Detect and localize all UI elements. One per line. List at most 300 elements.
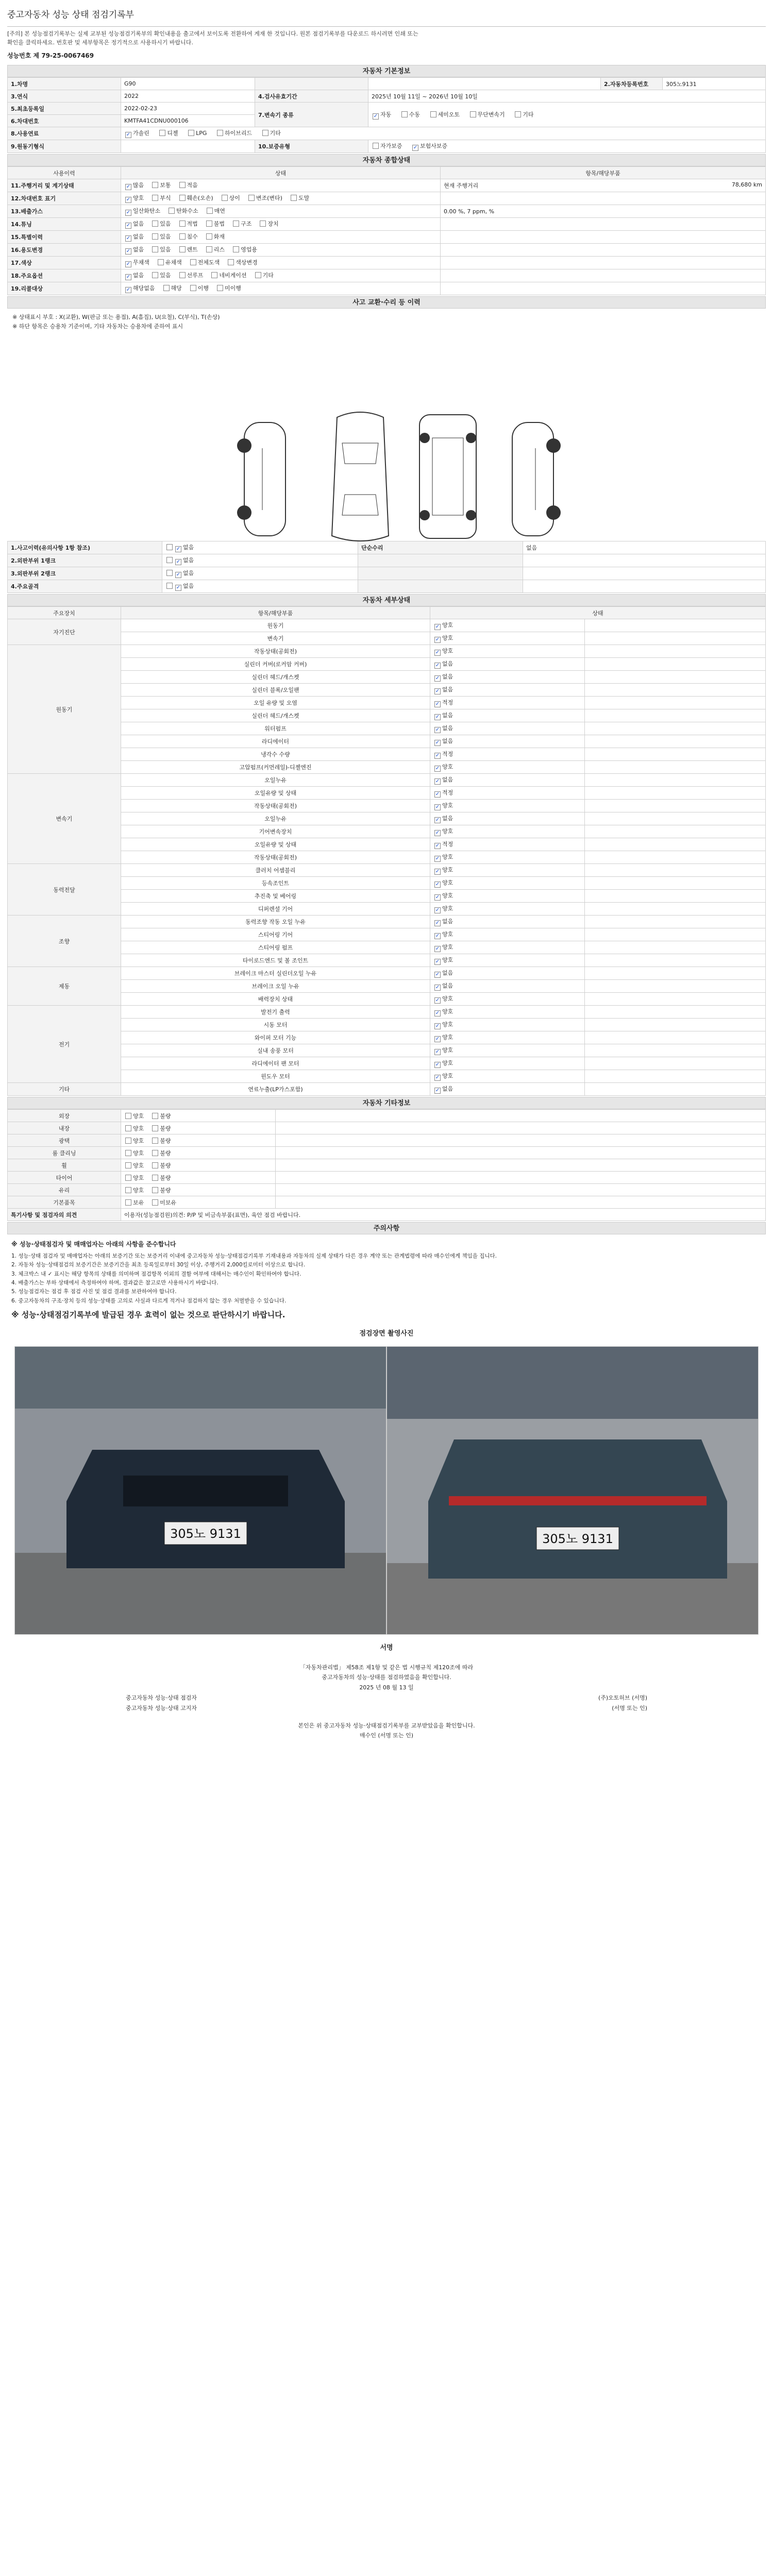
option-label: 선루프 [187,272,204,279]
overall-table [7,166,766,295]
detail-state-text: 없음 [442,712,453,719]
note-item: 1. 성능·상태 점검자 및 매매업자는 아래의 보증기간 또는 보증거리 이내에 중고자동차 성능·상태점검기록부 기재내용과 자동차의 실제 상태가 다른 경우 계약 또는 관계법령에 따라 매수인에게 책임을 집니다. [11,1252,497,1259]
damage-value-text: 없음 [183,570,194,577]
option-label: 렌트 [187,246,198,253]
detail-state-text: 양호 [442,867,453,874]
option-label: 없음 [133,221,144,227]
basic-row [8,140,766,153]
detail-state-text: 없음 [442,673,453,681]
checkbox-icon [515,111,521,117]
col-header: 주요장치 [8,607,121,619]
detail-extra [585,1083,766,1096]
etc-row [8,1147,766,1159]
damage-value-2 [523,580,766,593]
detail-extra [585,1019,766,1031]
overall-label: 17.색상 [8,257,121,269]
detail-state [430,812,585,825]
notice-line-1: [주의] 본 성능점검기록부는 실제 교부된 성능점검기록부의 확인내용을 출고에서 보이도록 전환하여 게재 한 것입니다. 원본 점검기록부를 다운로드 하시려면 인쇄 또는 [7,30,418,37]
detail-extra [585,722,766,735]
detail-item: 기어변속장치 [121,825,430,838]
overall-row [8,244,766,257]
checkbox-icon [434,1075,441,1081]
option-label: 불량 [160,1137,171,1144]
car-front-photo-icon [15,1347,386,1635]
basic-value: 2025년 10월 11일 ~ 2026년 10월 10일 [368,90,766,103]
detail-row [8,658,766,671]
detail-extra [585,735,766,748]
detail-item: 디퍼렌셜 기어 [121,903,430,916]
overall-note [441,205,766,218]
detail-extra [585,1031,766,1044]
option-label: 양호 [133,1162,144,1169]
detail-row [8,619,766,632]
note-item: 5. 성능점검자는 점검 후 점검 사진 및 점검 결과를 보관하여야 합니다. [11,1289,177,1295]
option [151,246,171,253]
damage-label-2 [358,554,523,567]
overall-row [8,205,766,218]
option [124,1187,144,1194]
overall-note [441,231,766,244]
car-top-icon [322,407,399,546]
etc-options [121,1134,276,1147]
sign-line: 「자동차관리법」 제58조 제1항 및 같은 법 시행규칙 제120조에 따라 [299,1664,474,1671]
section-damage: 사고 교환·수리 등 이력 [7,296,766,309]
detail-row [8,980,766,993]
option [124,285,155,292]
detail-extra [585,838,766,851]
etc-row [8,1134,766,1147]
sign-line: 본인은 위 중고자동차 성능·상태점검기록부를 교부받았음을 확인합니다. [298,1722,475,1729]
option-label: 적음 [187,182,198,189]
sign-line: 중고자동차의 성능·상태를 점검하였음을 확인합니다. [322,1674,451,1681]
option-label: 미보유 [160,1199,177,1206]
detail-state-text: 양호 [442,944,453,951]
option-label: 전체도색 [197,259,220,266]
detail-state [430,684,585,697]
basic-row [8,78,766,90]
option [151,1162,171,1169]
checkbox-icon [217,285,223,291]
detail-item: 작동상태(공회전) [121,800,430,812]
option [124,233,144,240]
detail-state-text: 양호 [442,622,453,629]
damage-value-2 [523,567,766,580]
plate-text: 305노 9131 [170,1526,241,1541]
option [124,1150,144,1157]
detail-state-text: 양호 [442,905,453,912]
legend-line: ※ 하단 항목은 승용차 기준이며, 기타 자동차는 승용차에 준하여 표시 [12,323,183,330]
section-photo: 점검장면 촬영사진 [7,1328,766,1340]
option-label: 불량 [160,1112,171,1120]
detail-state-text: 없음 [442,738,453,745]
detail-state-text: 없음 [442,982,453,990]
option [157,259,182,266]
basic-value: G90 [121,78,255,90]
detail-row [8,864,766,877]
damage-value [162,554,358,567]
detail-state [430,864,585,877]
detail-extra [585,774,766,787]
option-label: 있음 [160,246,171,253]
checkbox-icon [207,208,213,214]
detail-state [430,800,585,812]
checkbox-icon [434,830,441,836]
sign-value: (주)오토허브 (서명) [598,1694,647,1701]
option [205,233,225,240]
option [178,182,198,189]
checkbox-icon [434,701,441,707]
sign-label: 중고자동차 성능·상태 점검자 [126,1694,197,1701]
opinion-value: 이용자(성능점검원)의견: P/P 및 비금속부품(표면), 육안 점검 바랍니다. [121,1209,766,1221]
checkbox-icon [434,1049,441,1055]
overall-row [8,257,766,269]
option-label: 구조 [241,221,252,227]
notes-list [11,1252,762,1306]
checkbox-icon [434,843,441,849]
option [205,246,225,253]
option-label: 매연 [214,208,225,214]
detail-row [8,684,766,697]
basic-table [7,77,766,153]
detail-extra [585,928,766,941]
detail-row [8,967,766,980]
checkbox-icon [434,624,441,630]
option-label: 양호 [133,1174,144,1181]
overall-options [121,282,441,295]
overall-options [121,244,441,257]
detail-item: 오일 유량 및 오염 [121,697,430,709]
detail-state [430,761,585,774]
detail-state [430,645,585,658]
option-label: 이행 [197,285,209,292]
option-label: 양호 [133,1112,144,1120]
checkbox-icon [434,727,441,733]
detail-state-text: 양호 [442,764,453,771]
option [124,208,160,214]
detail-state [430,1006,585,1019]
checkbox-icon [125,287,131,293]
detail-item: 워터펌프 [121,722,430,735]
option [178,272,204,279]
checkbox-icon [125,1150,131,1156]
overall-label: 15.특별이력 [8,231,121,244]
detail-row [8,954,766,967]
option [124,182,144,189]
checkbox-icon [125,223,131,229]
option-label: 디젤 [167,130,178,137]
detail-row [8,890,766,903]
damage-row [8,554,766,567]
detail-state [430,954,585,967]
overall-options [121,218,441,231]
detail-state-text: 양호 [442,802,453,809]
etc-options [121,1110,276,1122]
option [151,1138,171,1144]
option-label: 도말 [298,195,310,201]
detail-state-text: 없음 [442,815,453,822]
option-label: 장치 [267,221,279,227]
detail-state [430,658,585,671]
option [151,221,171,227]
detail-item: 추진축 및 베어링 [121,890,430,903]
detail-state-text: 양호 [442,892,453,900]
detail-row [8,916,766,928]
etc-row [8,1196,766,1209]
option [151,1113,171,1120]
detail-state-text: 적정 [442,789,453,796]
overall-note [441,179,766,192]
damage-label: 4.주요골격 [8,580,162,593]
option [124,1125,144,1132]
option [124,195,144,201]
checkbox-icon [152,1125,158,1131]
detail-state [430,1070,585,1083]
detail-extra [585,684,766,697]
checkbox-icon [125,248,131,255]
damage-legend [7,309,766,335]
detail-extra [585,954,766,967]
damage-row [8,567,766,580]
detail-row [8,993,766,1006]
checkbox-icon [125,210,131,216]
sign-label: 중고자동차 성능·상태 고지자 [126,1704,197,1711]
sign-value: (서명 또는 인) [612,1704,647,1711]
checkbox-icon [152,1187,158,1193]
etc-extra [276,1184,766,1196]
notice-text [7,30,766,47]
overall-label: 14.튜닝 [8,218,121,231]
detail-item: 브레이크 오일 누유 [121,980,430,993]
detail-item: 오일누유 [121,774,430,787]
option-label: 보유 [133,1199,144,1206]
detail-state [430,825,585,838]
option-label: 있음 [160,221,171,227]
detail-row [8,928,766,941]
detail-state-text: 양호 [442,828,453,835]
basic-label: 9.원동기형식 [8,140,121,153]
detail-item: 라디에이터 팬 모터 [121,1057,430,1070]
detail-item: 타이로드엔드 및 볼 조인트 [121,954,430,967]
etc-label: 내장 [8,1122,121,1134]
etc-label: 광택 [8,1134,121,1147]
checkbox-icon [434,817,441,823]
etc-label: 기본품목 [8,1196,121,1209]
checkbox-icon [175,546,181,552]
checkbox-icon [434,882,441,888]
option [124,1199,144,1206]
detail-item: 브레이크 마스터 실린더오일 누유 [121,967,430,980]
overall-label: 16.용도변경 [8,244,121,257]
etc-options [121,1172,276,1184]
checkbox-icon [434,856,441,862]
option [151,195,171,201]
basic-label: 7.변속기 종류 [255,103,368,127]
option-label: 보험사보증 [420,143,448,149]
option-label: 네비게이션 [219,272,247,279]
basic-value: 305노9131 [663,78,766,90]
checkbox-icon [163,285,170,291]
overall-options [121,231,441,244]
detail-state [430,838,585,851]
detail-state [430,980,585,993]
checkbox-icon [152,1175,158,1181]
checkbox-icon [291,195,297,201]
basic-value [121,140,255,153]
checkbox-icon [434,959,441,965]
detail-state [430,967,585,980]
basic-value: KMTFA41CDNU000106 [121,115,255,127]
overall-note-text: 현재 주행거리 [444,182,479,189]
checkbox-icon [125,1175,131,1181]
checkbox-icon [152,272,158,278]
option [259,221,278,227]
detail-item: 원동기 [121,619,430,632]
detail-state-text: 양호 [442,1008,453,1015]
detail-state [430,851,585,864]
detail-state [430,632,585,645]
etc-row [8,1110,766,1122]
detail-row [8,1019,766,1031]
detail-table [7,606,766,1096]
legend-line: ※ 상태표시 부호 : X(교환), W(판금 또는 용접), A(흠집), U(요철), C(부식), T(손상) [12,314,220,320]
detail-state [430,787,585,800]
detail-state-text: 양호 [442,1047,453,1054]
detail-extra [585,632,766,645]
checkbox-icon [434,663,441,669]
damage-table [7,541,766,593]
overall-row [8,269,766,282]
section-detail: 자동차 세부상태 [7,594,766,606]
option-label: 불량 [160,1162,171,1169]
option-label: 수동 [409,111,421,118]
option-label: 상이 [229,195,240,201]
overall-label: 12.차대번호 표기 [8,192,121,205]
detail-state-text: 적정 [442,841,453,848]
detail-item: 고압펌프(커먼레일)-디젤엔진 [121,761,430,774]
detail-group: 조향 [8,916,121,967]
checkbox-icon [125,261,131,267]
damage-value [162,567,358,580]
notes-title: ※ 성능·상태점검자 및 매매업자는 아래의 사항을 준수합니다 [11,1241,176,1248]
damage-value-text: 없음 [183,557,194,564]
overall-label: 13.배출가스 [8,205,121,218]
option-label: 화재 [213,233,225,240]
option-label: 해당없음 [133,285,155,292]
checkbox-icon [434,1088,441,1094]
checkbox-icon [125,197,131,203]
detail-item: 스티어링 기어 [121,928,430,941]
detail-state [430,671,585,684]
basic-label: 3.연식 [8,90,121,103]
overall-note [441,218,766,231]
option [247,195,282,201]
detail-state-text: 양호 [442,931,453,938]
checkbox-icon [434,637,441,643]
detail-extra [585,916,766,928]
detail-row [8,825,766,838]
detail-state [430,993,585,1006]
checkbox-icon [434,688,441,694]
option-label: 해당 [171,285,182,292]
checkbox-icon [434,946,441,952]
checkbox-icon [179,233,186,240]
checkbox-icon [179,246,186,252]
checkbox-icon [152,195,158,201]
etc-label: 휠 [8,1159,121,1172]
option-label: 기타 [270,130,281,137]
basic-value [368,78,601,90]
detail-state-text: 양호 [442,957,453,964]
option-label: 자가보증 [380,143,402,149]
checkbox-icon [434,714,441,720]
option-label: 색상변경 [236,259,258,266]
option-label: 무채색 [133,259,149,266]
damage-label: 3.외판부위 2랭크 [8,567,162,580]
detail-row [8,903,766,916]
damage-label: 2.외판부위 1랭크 [8,554,162,567]
car-side-left-icon [234,417,296,541]
detail-state-text: 양호 [442,854,453,861]
damage-label-2 [358,567,523,580]
detail-row [8,735,766,748]
detail-row [8,632,766,645]
option [151,1125,171,1132]
option [205,221,225,227]
etc-label: 외장 [8,1110,121,1122]
detail-extra [585,980,766,993]
damage-value-text: 없음 [183,544,194,551]
detail-state-text: 없음 [442,776,453,784]
option [124,1175,144,1181]
option [178,246,198,253]
option-label: 불량 [160,1125,171,1132]
option-label: 변조(변타) [256,195,282,201]
detail-row [8,1031,766,1044]
detail-state-text: 없음 [442,1086,453,1093]
option-label: 부식 [160,195,171,201]
detail-item: 라디에이터 [121,735,430,748]
detail-item: 오일유량 및 상태 [121,838,430,851]
option-label: 양호 [133,1149,144,1157]
detail-state-text: 적정 [442,751,453,758]
option [151,1199,176,1206]
detail-extra [585,1070,766,1083]
detail-item: 시동 모터 [121,1019,430,1031]
checkbox-icon [166,557,173,563]
option [124,1113,144,1120]
detail-extra [585,658,766,671]
checkbox-icon [125,1187,131,1193]
sign-block [7,1654,766,1750]
damage-value-text: 없음 [183,583,194,590]
detail-state [430,1083,585,1096]
checkbox-icon [152,221,158,227]
plate-text: 305노 9131 [542,1531,613,1546]
checkbox-icon [169,208,175,214]
option-label: 일산화탄소 [133,208,161,214]
checkbox-icon [260,221,266,227]
checkbox-icon [434,740,441,746]
etc-label: 유리 [8,1184,121,1196]
detail-item: 변속기 [121,632,430,645]
etc-options [121,1159,276,1172]
checkbox-icon [166,583,173,589]
car-diagram [7,335,766,541]
checkbox-icon [430,111,436,117]
option [232,221,251,227]
overall-note [441,192,766,205]
checkbox-icon [412,145,418,151]
